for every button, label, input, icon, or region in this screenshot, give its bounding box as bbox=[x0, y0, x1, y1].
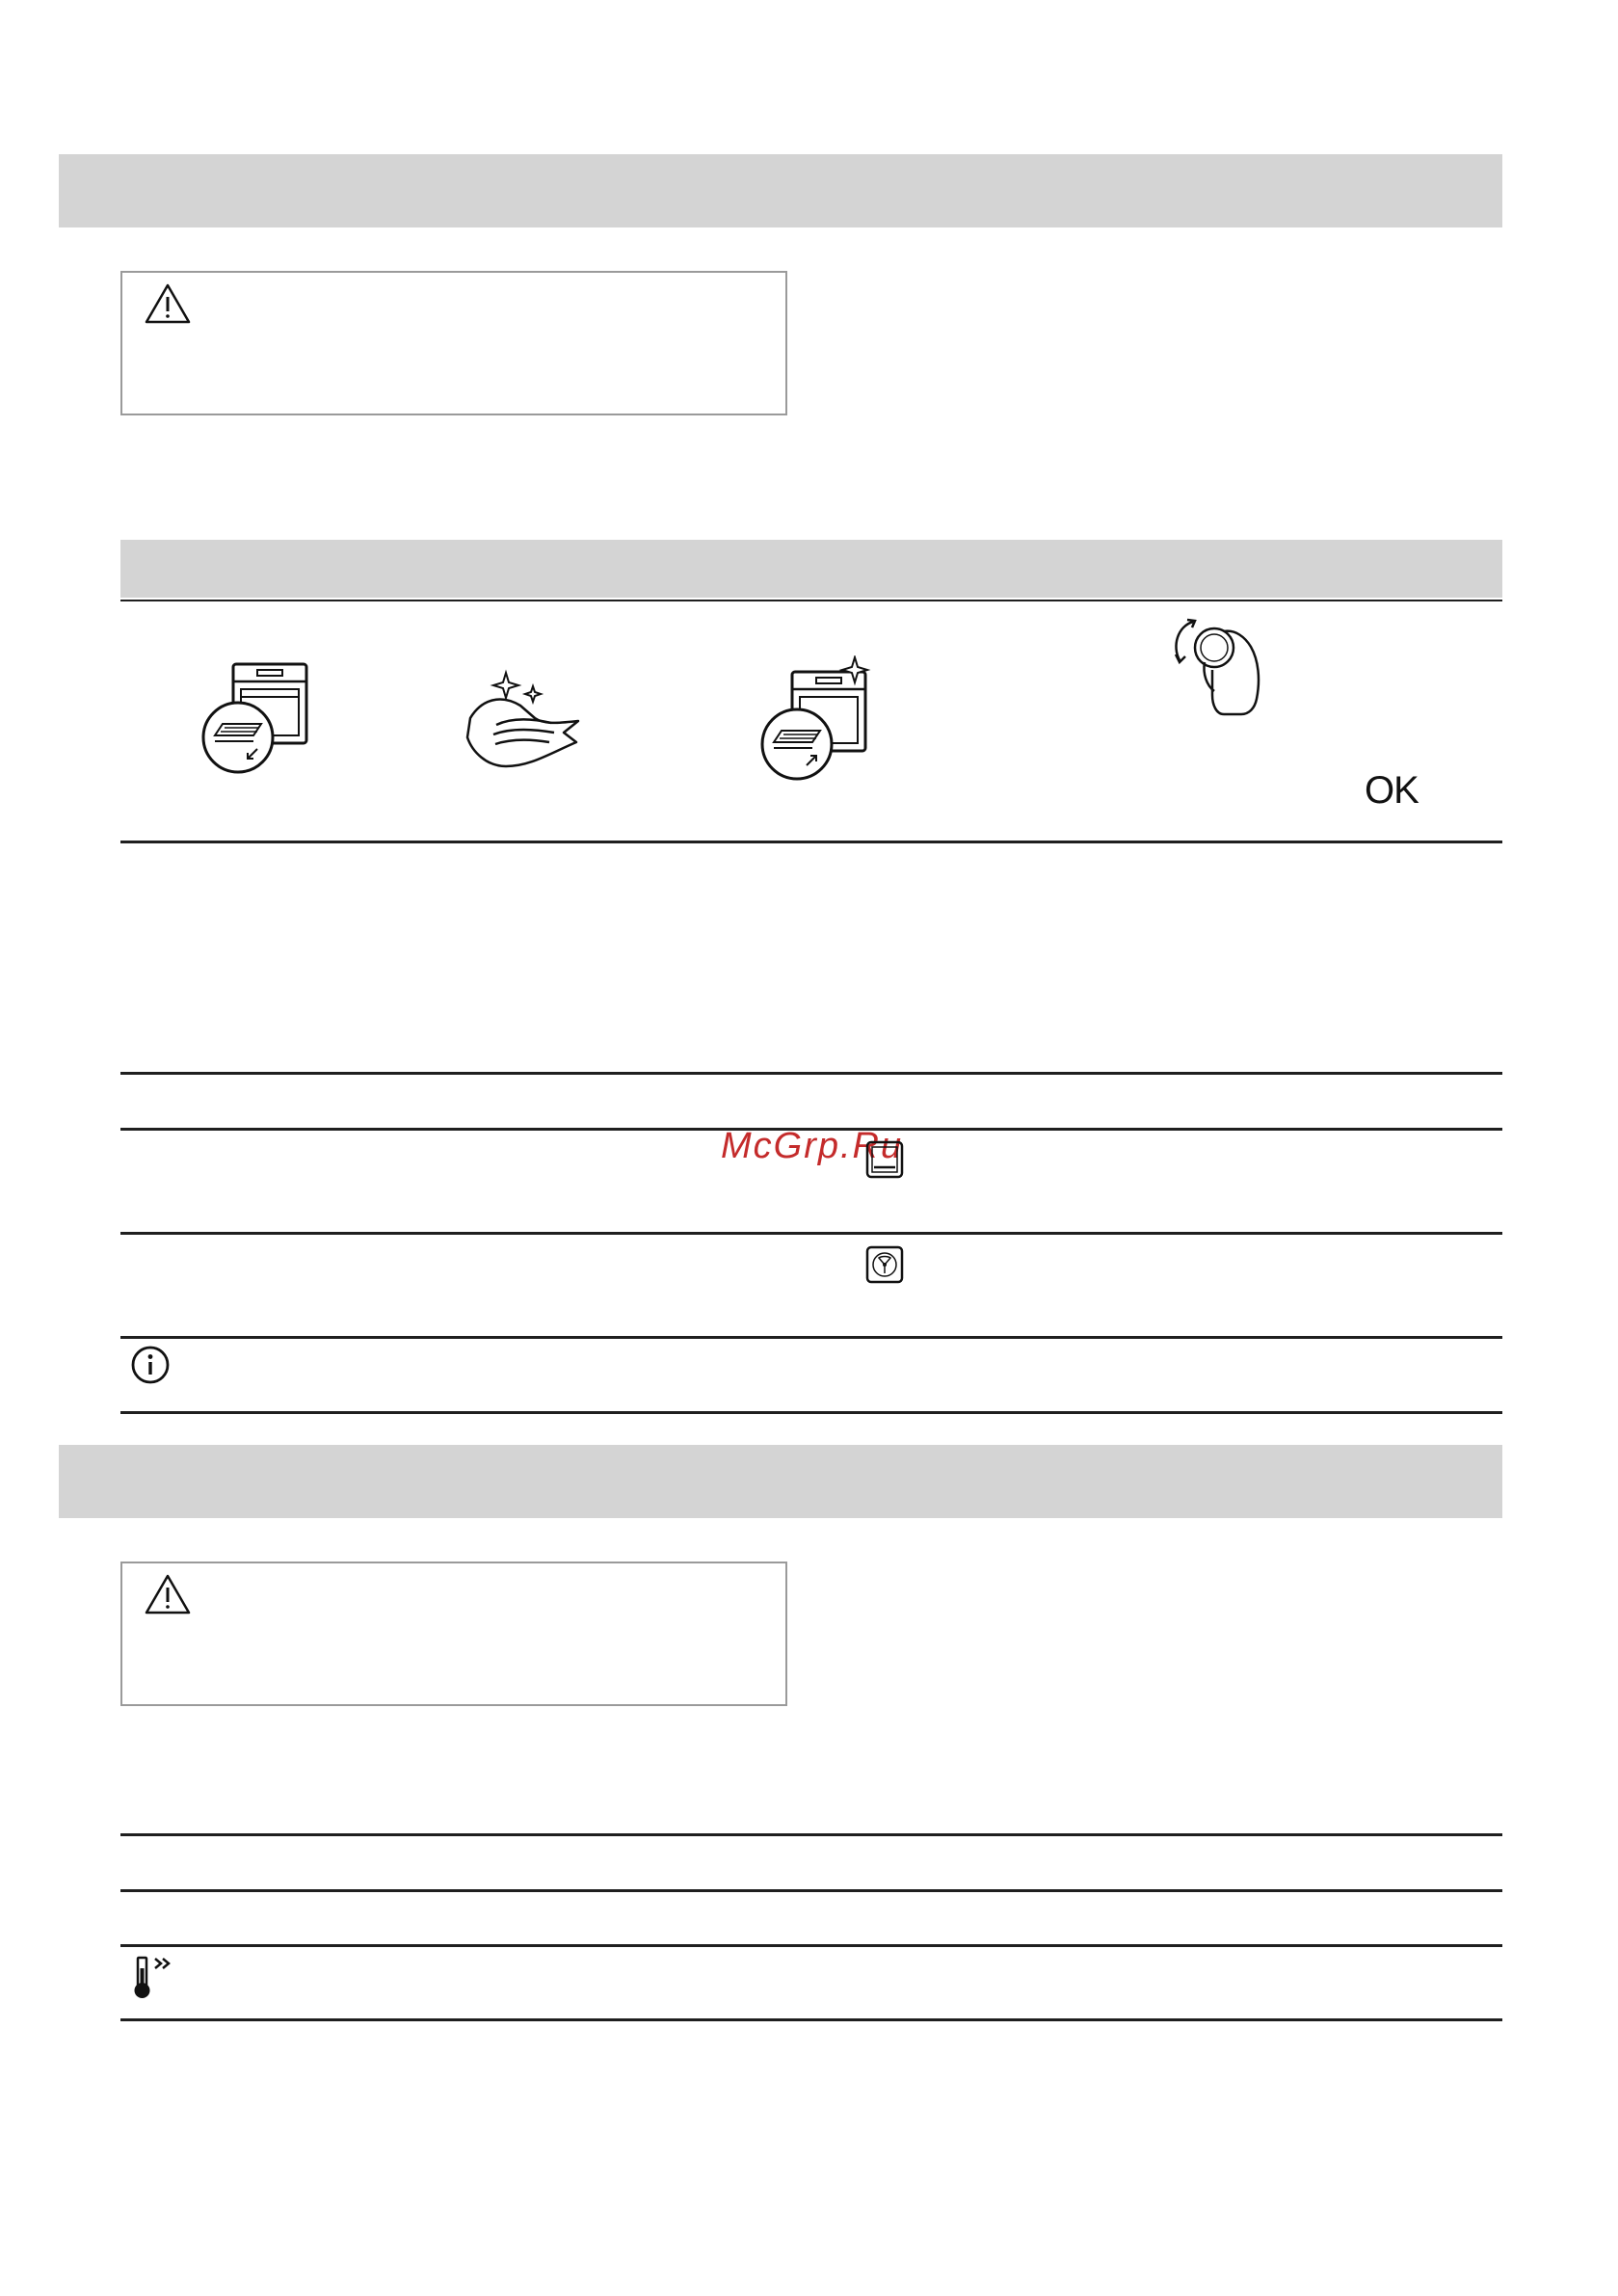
warning-box-2 bbox=[120, 1562, 787, 1706]
watermark: McGrp.Ru bbox=[721, 1126, 904, 1166]
rule-9 bbox=[120, 2018, 1502, 2021]
rule-8 bbox=[120, 1944, 1502, 1947]
warning-box-1 bbox=[120, 271, 787, 415]
fan-function-icon bbox=[865, 1245, 904, 1284]
rule-5 bbox=[120, 1411, 1502, 1414]
rule-3 bbox=[120, 1232, 1502, 1235]
hand-turning-knob-icon bbox=[1166, 612, 1277, 737]
rule-4 bbox=[120, 1336, 1502, 1339]
thermometer-heating-icon bbox=[130, 1955, 178, 2001]
table-header-rule bbox=[120, 600, 1502, 601]
section-header-band-2 bbox=[59, 1445, 1502, 1518]
rule-6 bbox=[120, 1833, 1502, 1836]
rule-7 bbox=[120, 1889, 1502, 1892]
rule-1 bbox=[120, 1072, 1502, 1075]
hand-cleaning-cloth-icon bbox=[463, 665, 588, 776]
oven-insert-tray-icon bbox=[762, 657, 867, 779]
oven-remove-tray-icon bbox=[198, 660, 318, 781]
ok-button-label: OK bbox=[1365, 769, 1419, 812]
warning-triangle-icon bbox=[144, 1573, 192, 1615]
oven-bottom-heat-icon bbox=[865, 1140, 904, 1179]
section-header-band-1 bbox=[59, 154, 1502, 227]
info-icon bbox=[130, 1345, 171, 1385]
warning-triangle-icon bbox=[144, 282, 192, 325]
steps-table-bottom-rule bbox=[120, 841, 1502, 843]
steps-table-header bbox=[120, 540, 1502, 598]
